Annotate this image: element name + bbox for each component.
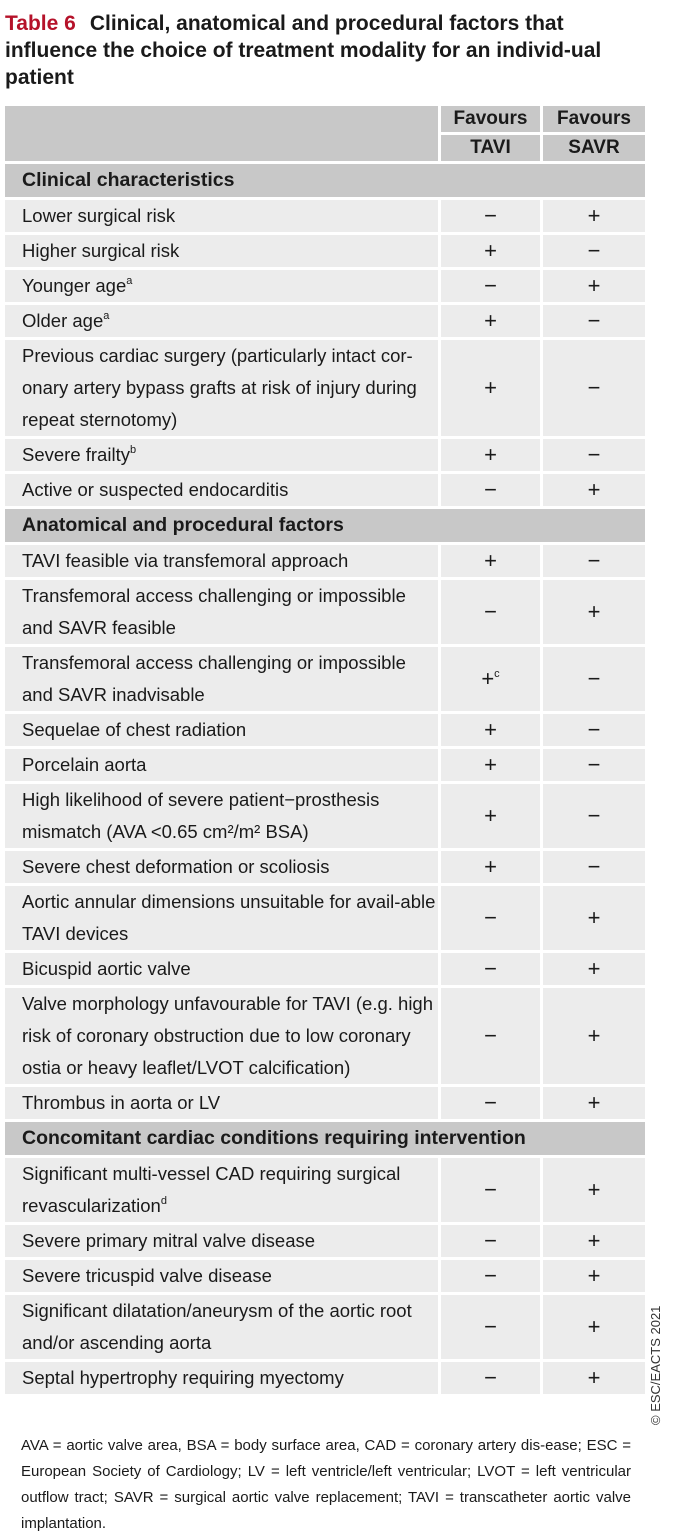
column-header-savr [543,106,645,164]
savr-value: + [587,599,601,624]
tavi-value: + [484,854,497,879]
tavi-cell [441,988,543,1087]
footnote-marker: a [126,274,133,287]
table-row [5,580,645,647]
table-row [5,200,645,235]
factor-text: Severe chest deformation or scoliosis [22,856,330,877]
column-header-savr-line2: SAVR [543,132,645,161]
table-row [5,439,645,474]
table-row [5,1295,645,1362]
factor-cell [5,1362,441,1397]
footnote-marker: c [494,667,500,680]
section-heading: Clinical characteristics [5,164,645,200]
factor-cell [5,784,441,851]
tavi-cell [441,545,543,580]
factor-text: Transfemoral access challenging or impossible and SAVR feasible [22,585,406,638]
factor-text: TAVI feasible via transfemoral approach [22,550,349,571]
factor-text: Older age [22,310,104,331]
table-row [5,305,645,340]
header-blank-cell [5,106,441,164]
tavi-value: + [484,803,497,828]
section-row [5,164,645,200]
table-row [5,270,645,305]
table-caption: Clinical, anatomical and procedural factors that influence the choice of treatment modality for an individ-ual patient [5,12,602,89]
table-row [5,851,645,886]
savr-cell [543,988,645,1087]
copyright-notice: © ESC/EACTS 2021 [648,1305,663,1425]
savr-value: − [587,375,601,400]
header-row [5,106,645,164]
savr-value: + [587,203,601,228]
factor-cell [5,714,441,749]
table-row [5,886,645,953]
savr-value: − [587,238,601,263]
factor-cell [5,851,441,886]
savr-value: + [587,1263,601,1288]
tavi-cell [441,580,543,647]
tavi-value: + [484,308,497,333]
section-heading: Anatomical and procedural factors [5,509,645,545]
tavi-cell [441,439,543,474]
savr-cell [543,305,645,340]
table-footnote: AVA = aortic valve area, BSA = body surface area, CAD = coronary artery dis-ease; ESC = European Society of Cardiology; LV = left ventricle/left ventricular; LVOT = left ventricular outflow tract; SAVR = surgical aortic valve replacement; TAVI = transcatheter aortic valve implantation. [21,1437,631,1532]
savr-cell [543,580,645,647]
footnote-marker: a [103,309,110,322]
tavi-cell [441,749,543,784]
savr-value: + [587,1090,601,1115]
tavi-value: − [484,273,497,298]
factor-text: Sequelae of chest radiation [22,719,247,740]
factor-cell [5,1295,441,1362]
factor-cell [5,1260,441,1295]
section-row [5,1122,645,1158]
tavi-value: − [484,905,497,930]
tavi-value: + [484,548,497,573]
savr-cell [543,1295,645,1362]
tavi-value: − [484,1023,497,1048]
savr-cell [543,270,645,305]
savr-value: + [587,905,601,930]
savr-value: − [587,854,601,879]
table-row [5,714,645,749]
savr-cell [543,200,645,235]
tavi-cell [441,851,543,886]
factor-cell [5,1087,441,1122]
treatment-factors-table [5,106,645,1397]
tavi-value: + [484,442,497,467]
column-header-savr-line1: Favours [557,108,631,129]
tavi-value: − [484,1090,497,1115]
tavi-value: − [484,1177,497,1202]
factor-text: Thrombus in aorta or LV [22,1092,221,1113]
table-row [5,235,645,270]
footnote-marker: d [160,1194,167,1207]
tavi-value: − [484,599,497,624]
savr-value: + [587,1365,601,1390]
factor-cell [5,545,441,580]
factor-text: Younger age [22,275,127,296]
table-row [5,647,645,714]
factor-text: Lower surgical risk [22,205,176,226]
tavi-cell [441,340,543,439]
table-row [5,988,645,1087]
column-header-tavi [441,106,543,164]
factor-text: Severe primary mitral valve disease [22,1230,316,1251]
tavi-value: − [484,477,497,502]
table-row [5,1087,645,1122]
table-row [5,340,645,439]
savr-value: + [587,1314,601,1339]
section-heading: Concomitant cardiac conditions requiring intervention [5,1122,645,1158]
factor-cell [5,1225,441,1260]
factor-text: Previous cardiac surgery (particularly intact cor-onary artery bypass grafts at risk of injury during repeat sternotomy) [22,345,417,430]
tavi-value: − [484,1228,497,1253]
tavi-cell [441,270,543,305]
factor-text: Active or suspected endocarditis [22,479,289,500]
savr-cell [543,886,645,953]
savr-value: − [587,666,601,691]
table-row [5,953,645,988]
tavi-cell [441,200,543,235]
factor-cell [5,580,441,647]
savr-cell [543,1225,645,1260]
factor-text: Septal hypertrophy requiring myectomy [22,1367,344,1388]
table-row [5,784,645,851]
factor-cell [5,953,441,988]
savr-value: + [587,1228,601,1253]
tavi-cell [441,235,543,270]
tavi-cell [441,305,543,340]
tavi-cell [441,1158,543,1225]
column-header-tavi-line2: TAVI [441,132,540,161]
savr-value: − [587,717,601,742]
factor-text: Higher surgical risk [22,240,180,261]
savr-value: + [587,273,601,298]
savr-cell [543,1087,645,1122]
factor-cell [5,988,441,1087]
tavi-value: − [484,956,497,981]
savr-cell [543,851,645,886]
savr-cell [543,474,645,509]
savr-cell [543,647,645,714]
factor-cell [5,235,441,270]
column-header-tavi-line1: Favours [453,108,528,129]
savr-value: − [587,803,601,828]
tavi-value: + [484,375,497,400]
savr-cell [543,784,645,851]
factor-text: Aortic annular dimensions unsuitable for avail-able TAVI devices [22,891,436,944]
savr-value: − [587,442,601,467]
table-row [5,474,645,509]
savr-cell [543,953,645,988]
factor-cell [5,439,441,474]
tavi-value: − [484,1314,497,1339]
tavi-cell [441,1225,543,1260]
savr-value: + [587,477,601,502]
factor-cell [5,749,441,784]
factor-cell [5,305,441,340]
tavi-value: + [484,752,497,777]
factor-cell [5,886,441,953]
factor-cell [5,270,441,305]
savr-cell [543,749,645,784]
tavi-cell [441,886,543,953]
tavi-cell [441,1362,543,1397]
table-label: Table 6 [5,12,76,35]
tavi-cell [441,953,543,988]
savr-value: − [587,548,601,573]
table-row [5,1158,645,1225]
savr-value: + [587,1177,601,1202]
tavi-cell [441,647,543,714]
tavi-cell [441,714,543,749]
tavi-cell [441,1087,543,1122]
table-row [5,1225,645,1260]
factor-text: Valve morphology unfavourable for TAVI (e.g. high risk of coronary obstruction due to low coronary ostia or heavy leaflet/LVOT calcification) [22,993,434,1078]
tavi-value: + [484,717,497,742]
tavi-value: − [484,1365,497,1390]
factor-cell [5,474,441,509]
savr-value: − [587,752,601,777]
tavi-cell [441,784,543,851]
tavi-value: − [484,1263,497,1288]
savr-cell [543,1362,645,1397]
savr-value: − [587,308,601,333]
savr-cell [543,235,645,270]
tavi-value: + [481,666,495,691]
tavi-value: + [484,238,497,263]
factor-text: Porcelain aorta [22,754,147,775]
savr-value: + [587,1023,601,1048]
factor-text: Significant dilatation/aneurysm of the aortic root and/or ascending aorta [22,1300,412,1353]
factor-cell [5,200,441,235]
factor-text: Bicuspid aortic valve [22,958,191,979]
savr-value: + [587,956,601,981]
footnote-marker: b [129,443,137,456]
factor-text: Severe tricuspid valve disease [22,1265,272,1286]
factor-text: High likelihood of severe patient−prosthesis mismatch (AVA <0.65 cm²/m² BSA) [22,789,380,842]
savr-cell [543,714,645,749]
savr-cell [543,545,645,580]
factor-text: Severe frailty [22,444,130,465]
factor-cell [5,340,441,439]
savr-cell [543,1260,645,1295]
factor-cell [5,647,441,714]
savr-cell [543,340,645,439]
tavi-cell [441,1260,543,1295]
tavi-cell [441,1295,543,1362]
factor-text: Significant multi-vessel CAD requiring surgical revascularization [22,1163,401,1216]
factor-cell [5,1158,441,1225]
table-title [5,10,660,91]
tavi-cell [441,474,543,509]
savr-cell [543,1158,645,1225]
table-row [5,749,645,784]
section-row [5,509,645,545]
savr-cell [543,439,645,474]
factor-text: Transfemoral access challenging or impossible and SAVR inadvisable [22,652,406,705]
tavi-value: − [484,203,497,228]
table-row [5,1362,645,1397]
table-row [5,1260,645,1295]
table-row [5,545,645,580]
